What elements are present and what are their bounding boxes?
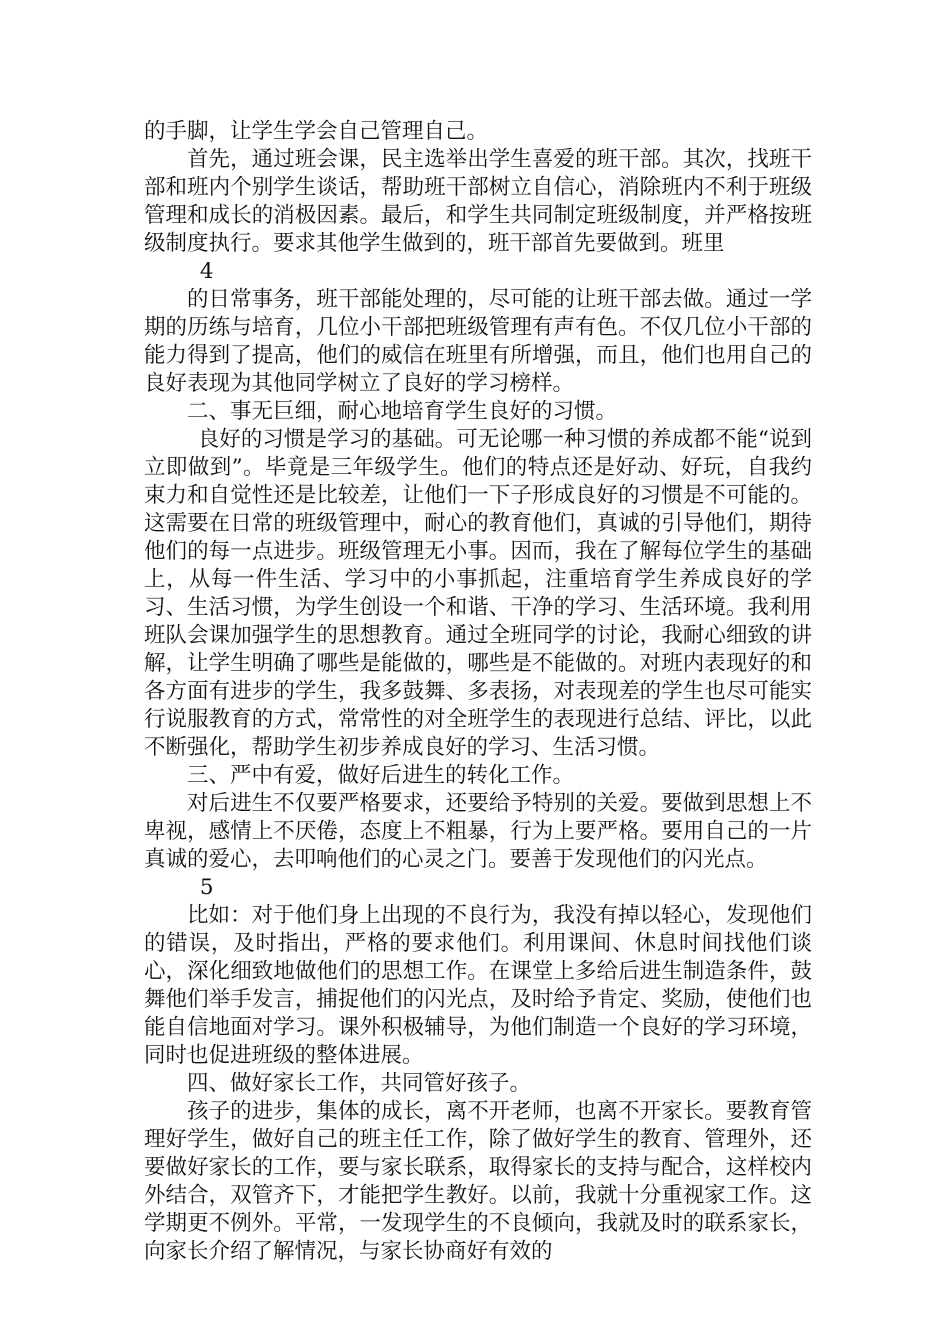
page-number: 4 (199, 259, 214, 284)
paragraph-daily-affairs: 的日常事务，班干部能处理的，尽可能的让班干部去做。通过一学期的历练与培育，几位小干部把班级管理有声有色。不仅几位小干部的能力得到了提高，他们的威信在班里有所增强，而且，他们也用自己的良好表现为其他同学树立了良好的学习榜样。 (144, 287, 812, 396)
paragraph-underachievers: 对后进生不仅要严格要求，还要给予特别的关爱。要做到思想上不卑视，感情上不厌倦，态度上不粗暴，行为上要严格。要用自己的一片真诚的爱心，去叩响他们的心灵之门。要善于发现他们的闪光点。 (144, 791, 812, 872)
paragraph-parents: 孩子的进步，集体的成长，离不开老师，也离不开家长。要教育管理好学生，做好自己的班主任工作，除了做好学生的教育、管理外，还要做好家长的工作，要与家长联系，取得家长的支持与配合，这样校内外结合，双管齐下，才能把学生教好。以前，我就十分重视家工作。这学期更不例外。平常，一发现学生的不良倾向，我就及时的联系家长，向家长介绍了解情况，与家长协商好有效的 (144, 1099, 812, 1264)
paragraph-habits: 良好的习惯是学习的基础。可无论哪一种习惯的养成都不能“说到立即做到”。毕竟是三年级学生。他们的特点还是好动、好玩，自我约束力和自觉性还是比较差，让他们一下子形成良好的习惯是不可能的。这需要在日常的班级管理中，耐心的教育他们，真诚的引导他们，期待他们的每一点进步。班级管理无小事。因而，我在了解每位学生的基础上，从每一件生活、学习中的小事抓起，注重培育学生养成良好的学习、生活习惯，为学生创设一个和谐、干净的学习、生活环境。我利用班队会课加强学生的思想教育。通过全班同学的讨论，我耐心细致的讲解，让学生明确了哪些是能做的，哪些是不能做的。对班内表现好的和各方面有进步的学生，我多鼓舞、多表扬，对表现差的学生也尽可能实行说服教育的方式，常常性的对全班学生的表现进行总结、评比，以此不断强化，帮助学生初步养成良好的学习、生活习惯。 (144, 427, 812, 760)
document-page (144, 118, 812, 1266)
section-heading-parents: 四、做好家长工作，共同管好孩子。 (187, 1071, 532, 1096)
section-heading-underachievers: 三、严中有爱，做好后进生的转化工作。 (187, 763, 575, 788)
section-heading-habits: 二、事无巨细，耐心地培育学生良好的习惯。 (187, 399, 618, 424)
page-number: 5 (199, 875, 214, 900)
paragraph-class-cadre: 首先，通过班会课，民主选举出学生喜爱的班干部。其次，找班干部和班内个别学生谈话，帮助班干部树立自信心，消除班内不利于班级管理和成长的消极因素。最后，和学生共同制定班级制度，并严格按班级制度执行。要求其他学生做到的，班干部首先要做到。班里 (144, 147, 812, 256)
paragraph-examples: 比如：对于他们身上出现的不良行为，我没有掉以轻心，发现他们的错误，及时指出，严格的要求他们。利用课间、休息时间找他们谈心，深化细致地做他们的思想工作。在课堂上多给后进生制造条件，鼓舞他们举手发言，捕捉他们的闪光点，及时给予肯定、奖励，使他们也能自信地面对学习。课外积极辅导，为他们制造一个良好的学习环境，同时也促进班级的整体进展。 (144, 903, 812, 1068)
paragraph-continuation: 的手脚，让学生学会自己管理自己。 (144, 119, 489, 144)
